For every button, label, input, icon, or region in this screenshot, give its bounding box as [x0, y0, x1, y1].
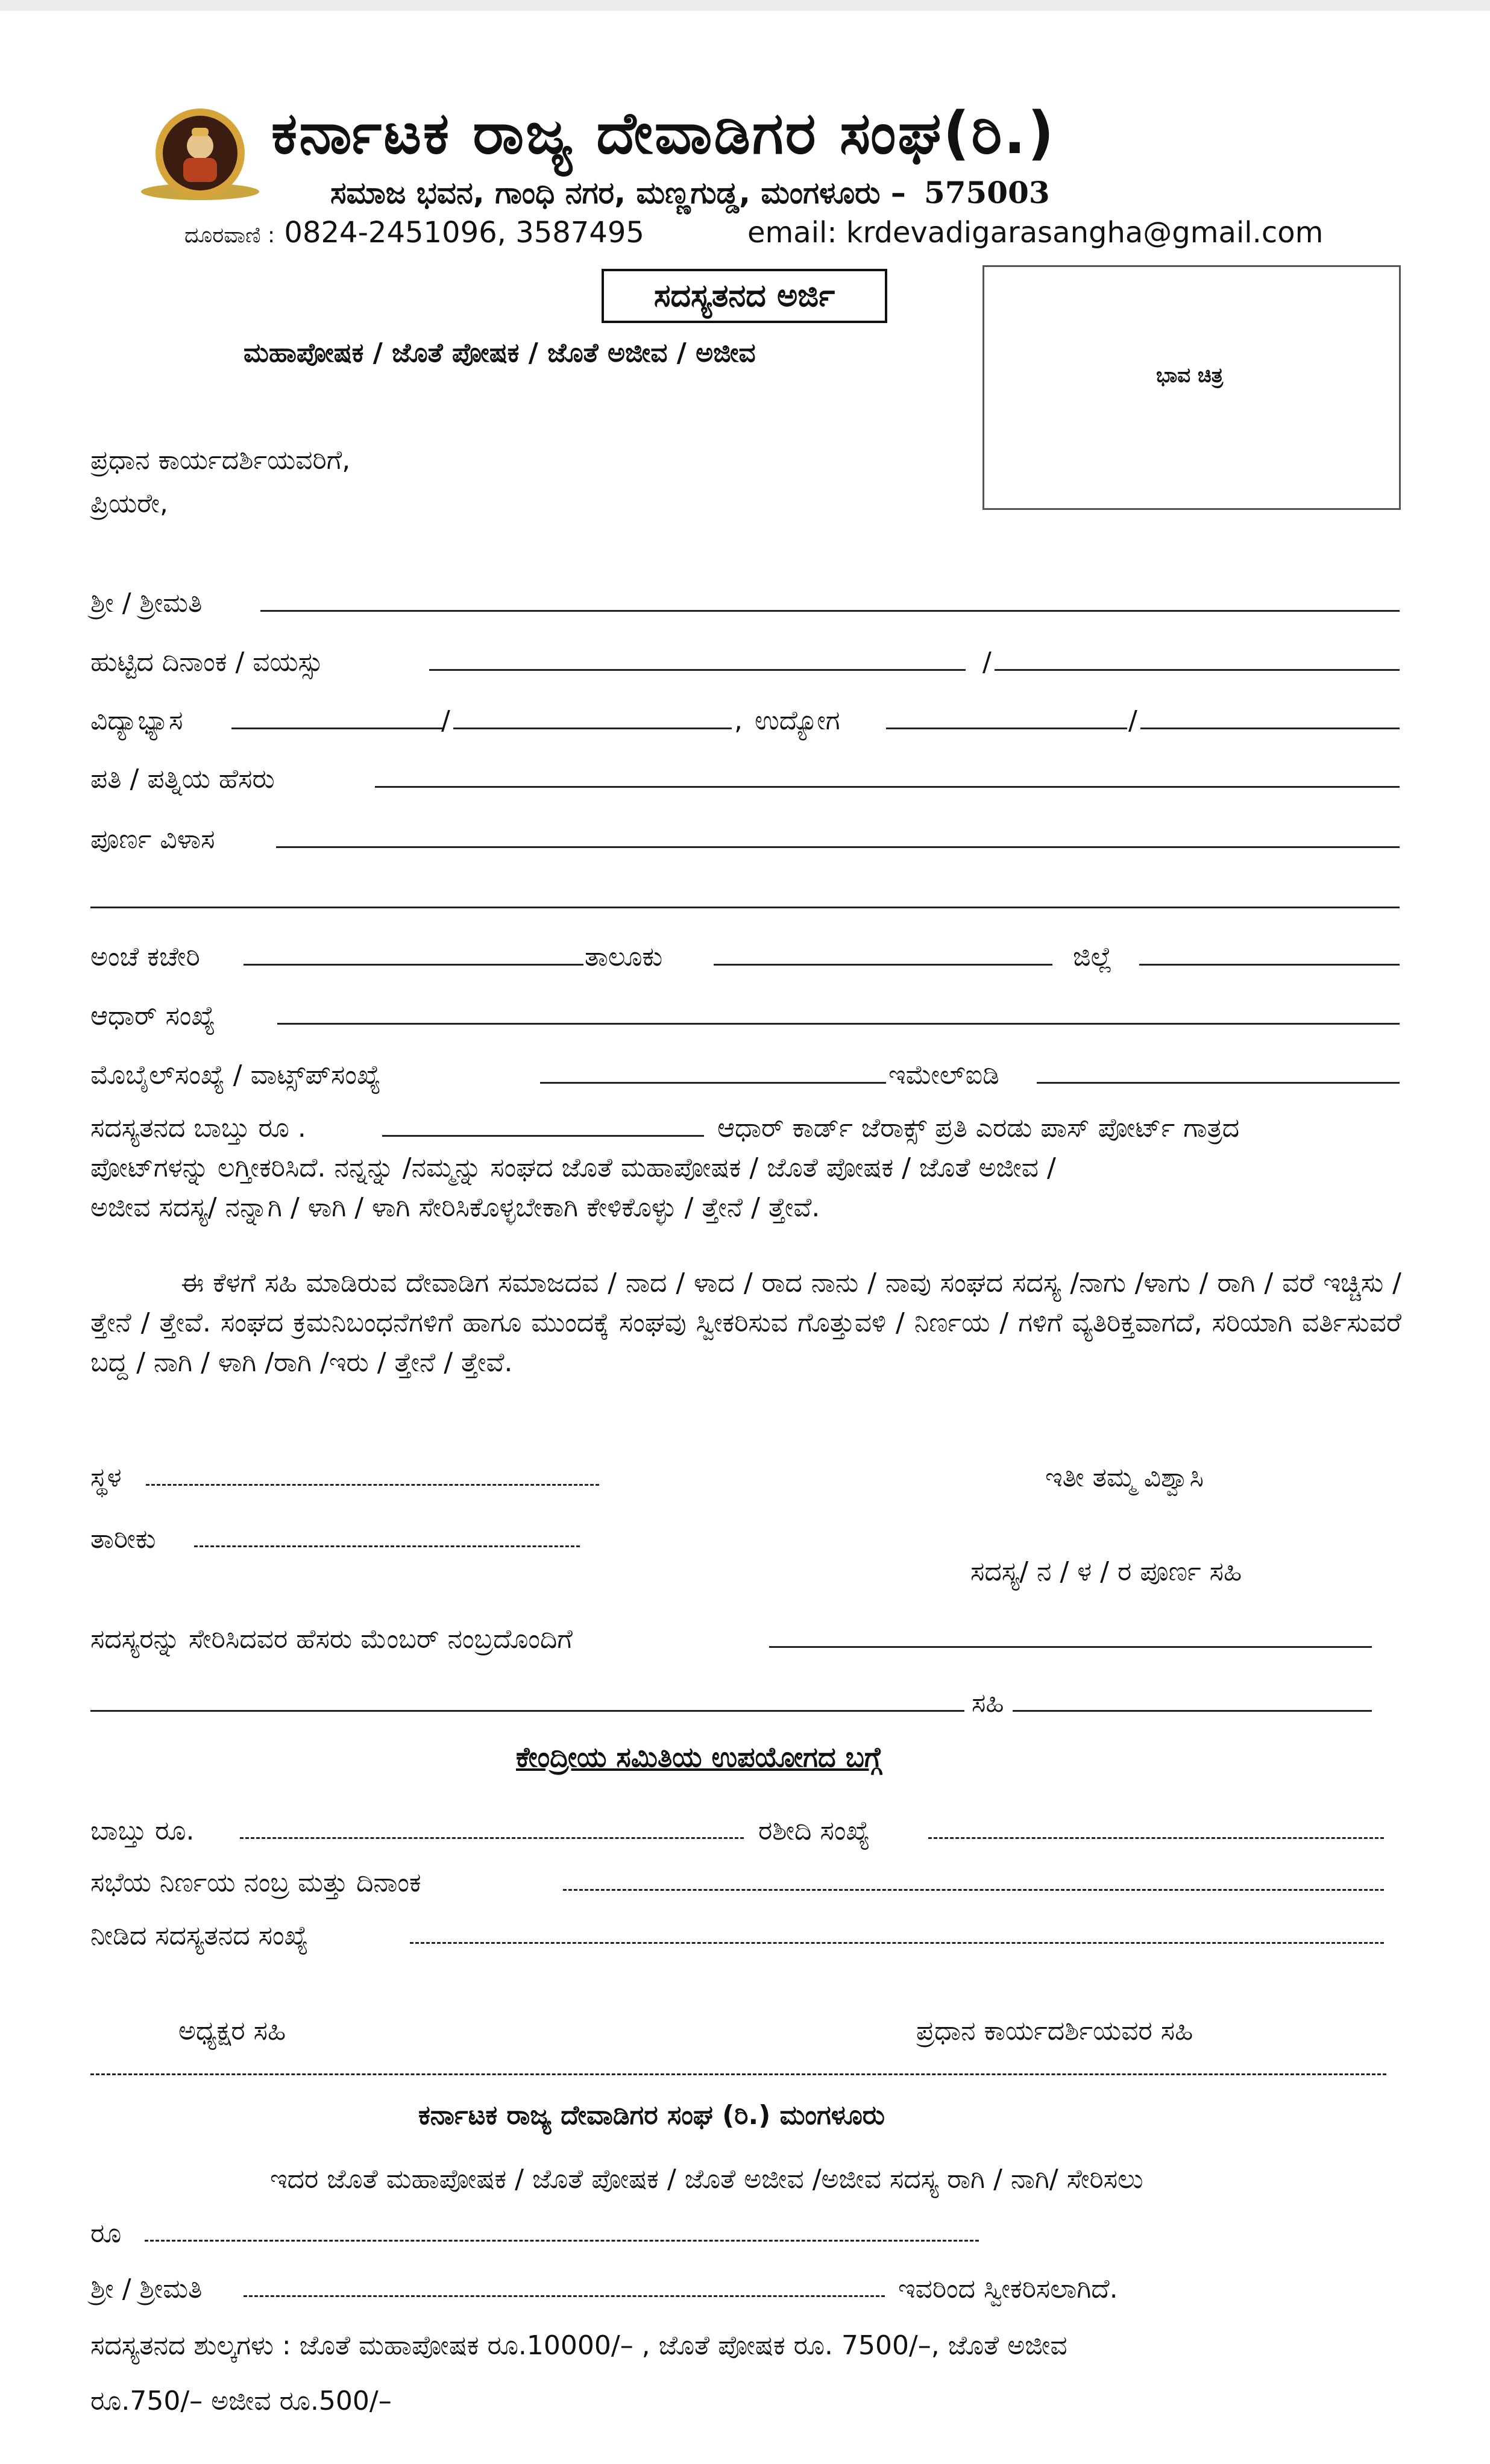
receipt-slip-name-field[interactable]: [244, 2295, 885, 2297]
receipt-slip-name-label: ಶ್ರೀ / ಶ್ರೀಮತಿ: [90, 2274, 203, 2304]
receipt-number-field[interactable]: [928, 1837, 1384, 1839]
cut-line: [90, 2073, 1386, 2075]
mobile-label: ಮೊಬೈಲ್‌ಸಂಖ್ಯೆ / ವಾಟ್ಸ್‌ಪ್‌ಸಂಖ್ಯೆ: [90, 1060, 381, 1090]
fee-amount-field[interactable]: [382, 1135, 704, 1137]
receipt-slip-rs-field[interactable]: [145, 2240, 979, 2242]
name-label: ಶ್ರೀ / ಶ್ರೀಮತಿ: [90, 588, 203, 618]
membership-number-field[interactable]: [410, 1942, 1384, 1944]
member-signature-label: ಸದಸ್ಯ/ ನ / ಳ / ರ ಪೂರ್ಣ ಸಹಿ: [970, 1556, 1242, 1587]
fees-line-1: ಸದಸ್ಯತನದ ಶುಲ್ಕಗಳು : ಜೊತೆ ಮಹಾಪೋಷಕ ರೂ.10000/– , ಜೊತೆ ಪೋಷಕ ರೂ. 7500/–, ಜೊತೆ ಅಜೀವ: [90, 2330, 1067, 2361]
secretary-signature-label: ಪ್ರಧಾನ ಕಾರ್ಯದರ್ಶಿಯವರ ಸಹಿ: [916, 2016, 1193, 2046]
mobile-field[interactable]: [540, 1082, 886, 1084]
date-field[interactable]: [194, 1545, 580, 1547]
salutation-dear: ಪ್ರಿಯರೇ,: [90, 488, 168, 519]
salutation-secretary: ಪ್ರಧಾನ ಕಾರ್ಯದರ್ಶಿಯವರಿಗೆ,: [90, 445, 351, 476]
referrer-sign-field[interactable]: [1013, 1710, 1372, 1712]
fee-amount-label: ಸದಸ್ಯತನದ ಬಾಬ್ತು ರೂ .: [90, 1113, 306, 1143]
post-office-field[interactable]: [244, 964, 583, 966]
place-field[interactable]: [146, 1484, 599, 1486]
top-edge: [0, 0, 1490, 11]
documents-text-line2: ಪೋಟ್‌ಗಳನ್ನು ಲಗ್ತೀಕರಿಸಿದೆ. ನನ್ನನ್ನು /ನಮ್ಮನ್ನು ಸಂಘದ ಜೊತೆ ಮಹಾಪೋಷಕ / ಜೊತೆ ಪೋಷಕ / ಜೊತೆ ಅಜೀವ /: [90, 1152, 1056, 1183]
email-id-label: ಇಮೇಲ್‌ಐಡಿ: [888, 1060, 999, 1090]
address-field-2[interactable]: [90, 907, 1400, 908]
photo-label: ಭಾವ ಚಿತ್ರ: [1156, 363, 1224, 388]
address-label: ಪೂರ್ಣ ವಿಳಾಸ: [90, 824, 215, 855]
address-text: ಸಮಾಜ ಭವನ, ಗಾಂಧಿ ನಗರ, ಮಣ್ಣಗುಡ್ಡ, ಮಂಗಳೂರು –: [330, 175, 906, 210]
education-slash: /: [441, 705, 450, 736]
taluk-label: ತಾಲೂಕು: [585, 941, 663, 972]
resolution-field[interactable]: [563, 1889, 1384, 1891]
address-field-1[interactable]: [276, 846, 1400, 848]
education-label: ವಿದ್ಯಾಭ್ಯಾಸ: [90, 705, 183, 736]
aadhar-field[interactable]: [277, 1023, 1400, 1025]
occupation-field-1[interactable]: [886, 728, 1127, 729]
district-field[interactable]: [1139, 964, 1400, 966]
name-field[interactable]: [260, 610, 1400, 612]
photo-box[interactable]: [982, 265, 1401, 510]
membership-number-label: ನೀಡಿದ ಸದಸ್ಯತನದ ಸಂಖ್ಯೆ: [90, 1920, 309, 1951]
post-office-label: ಅಂಚೆ ಕಚೇರಿ: [90, 941, 200, 972]
place-label: ಸ್ಥಳ: [90, 1462, 122, 1493]
date-label: ತಾರೀಕು: [90, 1524, 156, 1554]
phone-label: ದೂರವಾಣಿ :: [184, 223, 275, 248]
resolution-label: ಸಭೆಯ ನಿರ್ಣಯ ನಂಬ್ರ ಮತ್ತು ದಿನಾಂಕ: [90, 1867, 421, 1898]
office-amount-label: ಬಾಬ್ತು ರೂ.: [90, 1815, 195, 1846]
taluk-field[interactable]: [714, 964, 1052, 966]
fees-line-2: ರೂ.750/– ಅಜೀವ ರೂ.500/–: [90, 2386, 392, 2416]
office-use-heading: ಕೇಂದ್ರೀಯ ಸಮಿತಿಯ ಉಪಯೋಗದ ಬಗ್ಗೆ: [516, 1741, 882, 1773]
receipt-slip-line1: ಇದರ ಜೊತೆ ಮಹಾಪೋಷಕ / ಜೊತೆ ಪೋಷಕ / ಜೊತೆ ಅಜೀವ /ಅಜೀವ ಸದಸ್ಯ ರಾಗಿ / ನಾಗಿ/ ಸೇರಿಸಲು: [270, 2164, 1143, 2195]
education-comma: ,: [734, 705, 743, 736]
occupation-label: ಉದ್ಯೋಗ: [755, 705, 840, 736]
referrer-field-2[interactable]: [90, 1710, 964, 1712]
education-field-1[interactable]: [231, 728, 442, 729]
pincode: 575003: [923, 175, 1050, 210]
referrer-sign-label: ಸಹಿ: [972, 1688, 1004, 1718]
receipt-slip-heading: ಕರ್ನಾಟಕ ರಾಜ್ಯ ದೇವಾಡಿಗರ ಸಂಘ (ರಿ.) ಮಂಗಳೂರು: [418, 2100, 885, 2131]
receipt-slip-rs-label: ರೂ: [90, 2218, 122, 2249]
phone-line: [184, 216, 644, 250]
form-title: ಸದಸ್ಯತನದ ಅರ್ಜಿ: [602, 269, 887, 323]
organization-title: ಕರ್ನಾಟಕ ರಾಜ್ಯ ದೇವಾಡಿಗರ ಸಂಘ(ರಿ.): [271, 99, 1056, 167]
dob-field[interactable]: [429, 669, 966, 671]
dob-label: ಹುಟ್ಟಿದ ದಿನಾಂಕ / ವಯಸ್ಸು: [90, 647, 324, 677]
emblem-logo: [135, 104, 265, 203]
receipt-number-label: ರಶೀದಿ ಸಂಖ್ಯೆ: [758, 1815, 870, 1846]
phone-numbers: 0824-2451096, 3587495: [284, 216, 644, 250]
organization-address: [330, 175, 1050, 211]
spouse-field[interactable]: [375, 786, 1400, 788]
education-field-2[interactable]: [453, 728, 732, 729]
occupation-slash: /: [1128, 705, 1137, 736]
district-label: ಜಿಲ್ಲೆ: [1073, 941, 1113, 972]
aadhar-label: ಆಧಾರ್ ಸಂಖ್ಯೆ: [90, 1001, 216, 1031]
email-address: email: krdevadigarasangha@gmail.com: [747, 216, 1324, 250]
receipt-slip-accepted: ಇವರಿಂದ ಸ್ವೀಕರಿಸಲಾಗಿದೆ.: [898, 2274, 1118, 2304]
referrer-label: ಸದಸ್ಯರನ್ನು ಸೇರಿಸಿದವರ ಹೆಸರು ಮೆಂಬರ್ ನಂಬ್ರದೊಂದಿಗೆ: [90, 1624, 573, 1655]
president-signature-label: ಅಧ್ಯಕ್ಷರ ಸಹಿ: [178, 2016, 286, 2046]
documents-text: ಆಧಾರ್ ಕಾರ್ಡ್ ಜೆರಾಕ್ಸ್ ಪ್ರತಿ ಎರಡು ಪಾಸ್ ಪೋರ್ಟ್ ಗಾತ್ರದ: [717, 1113, 1240, 1143]
dob-slash: /: [982, 647, 992, 677]
documents-text-line3: ಅಜೀವ ಸದಸ್ಯ/ ನನ್ನಾಗಿ / ಳಾಗಿ / ಳಾಗಿ ಸೇರಿಸಿಕೊಳ್ಳಬೇಕಾಗಿ ಕೇಳಿಕೊಳ್ಳು / ತ್ತೇನೆ / ತ್ತೇವೆ.: [90, 1192, 820, 1223]
yours-faithfully: ಇತೀ ತಮ್ಮ ವಿಶ್ವಾಸಿ: [1045, 1462, 1204, 1493]
age-field[interactable]: [995, 669, 1400, 671]
referrer-field[interactable]: [769, 1646, 1372, 1648]
membership-types: ಮಹಾಪೋಷಕ / ಜೊತೆ ಪೋಷಕ / ಜೊತೆ ಅಜೀವ / ಅಜೀವ: [244, 338, 756, 368]
occupation-field-2[interactable]: [1140, 728, 1400, 729]
declaration-paragraph: ಈ ಕೆಳಗೆ ಸಹಿ ಮಾಡಿರುವ ದೇವಾಡಿಗ ಸಮಾಜದವ / ನಾದ / ಳಾದ / ರಾದ ನಾನು / ನಾವು ಸಂಘದ ಸದಸ್ಯ /ನಾಗು /ಳಾಗು / ರಾಗಿ / ವರೆ ಇಚ್ಚಿಸು / ತ್ತೇನೆ / ತ್ತೇವೆ. ಸಂಘದ ಕ್ರಮನಿಬಂಧನೆಗಳಿಗೆ ಹಾಗೂ ಮುಂದಕ್ಕೆ ಸಂಘವು ಸ್ವೀಕರಿಸುವ ಗೊತ್ತುವಳಿ / ನಿರ್ಣಯ / ಗಳಿಗೆ ವ್ಯತಿರಿಕ್ತವಾಗದೆ, ಸರಿಯಾಗಿ ವರ್ತಿಸುವರೆ ಬದ್ದ / ನಾಗಿ / ಳಾಗಿ /ರಾಗಿ /ಇರು / ತ್ತೇನೆ / ತ್ತೇವೆ.: [90, 1268, 1401, 1378]
office-amount-field[interactable]: [240, 1837, 744, 1839]
spouse-label: ಪತಿ / ಪತ್ನಿಯ ಹೆಸರು: [90, 764, 275, 794]
email-id-field[interactable]: [1037, 1082, 1400, 1084]
